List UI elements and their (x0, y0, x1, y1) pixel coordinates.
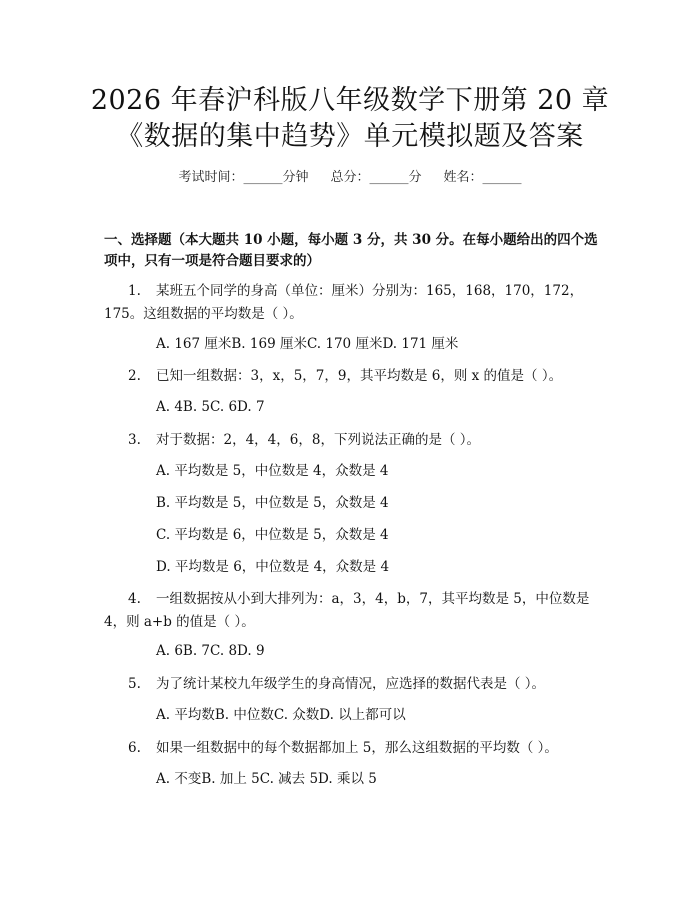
question-3-option-d: D. 平均数是 6，中位数是 4，众数是 4 (156, 559, 390, 575)
section-heading-line-2: 项中，只有一项是符合题目要求的） (104, 253, 320, 269)
option-a: A. 平均数 (156, 707, 215, 723)
option-d: D. 171 厘米 (382, 336, 459, 352)
question-1 (104, 280, 604, 303)
question-2 (104, 365, 604, 388)
option-c: C. 众数 (273, 707, 320, 723)
option-b: B. 7 (182, 643, 211, 659)
question-text: 某班五个同学的身高（单位：厘米）分别为：165，168，170，172， (156, 283, 584, 299)
option-d: D. 以上都可以 (319, 707, 406, 723)
question-number: 3. (128, 432, 141, 448)
document-title-line-2: 《数据的集中趋势》单元模拟题及答案 (116, 121, 584, 152)
question-1-continuation: 175。这组数据的平均数是（ ）。 (104, 306, 303, 322)
question-number: 1. (128, 283, 141, 299)
question-3-option-b: B. 平均数是 5，中位数是 5，众数是 4 (156, 495, 389, 511)
question-3-option-a: A. 平均数是 5，中位数是 4，众数是 4 (156, 463, 389, 479)
document-title-line-1: 2026 年春沪科版八年级数学下册第 20 章 (90, 85, 610, 116)
question-5 (104, 673, 604, 696)
option-a: A. 4 (156, 399, 183, 415)
section-heading-line-1: 一、选择题（本大题共 10 小题，每小题 3 分，共 30 分。在每小题给出的四个选 (104, 232, 598, 248)
question-6-options (156, 769, 377, 789)
total-score-field: 总分：______分 (330, 170, 422, 185)
option-c: C. 170 厘米 (306, 336, 383, 352)
question-text: 如果一组数据中的每个数据都加上 5，那么这组数据的平均数（ ）。 (156, 740, 558, 756)
question-text: 对于数据：2，4，4，6，8，下列说法正确的是（ ）。 (156, 432, 480, 448)
question-number: 5. (128, 676, 141, 692)
option-d: D. 乘以 5 (318, 771, 377, 787)
question-5-options (156, 705, 406, 725)
option-a: A. 不变 (156, 771, 202, 787)
option-c: C. 6 (210, 399, 238, 415)
option-a: A. 6 (156, 643, 183, 659)
option-b: B. 中位数 (214, 707, 274, 723)
option-a: A. 167 厘米 (156, 336, 232, 352)
question-text: 为了统计某校九年级学生的身高情况，应选择的数据代表是（ ）。 (156, 676, 546, 692)
question-6 (104, 737, 604, 760)
exam-time-field: 考试时间：______分钟 (178, 170, 309, 185)
question-number: 4. (128, 591, 141, 607)
question-1-options (156, 334, 458, 354)
question-2-options (156, 397, 265, 417)
option-c: C. 8 (210, 643, 238, 659)
question-number: 2. (128, 368, 141, 384)
option-d: D. 9 (237, 643, 265, 659)
question-4-options (156, 641, 265, 661)
option-b: B. 加上 5 (201, 771, 260, 787)
question-3-option-c: C. 平均数是 6，中位数是 5，众数是 4 (156, 527, 389, 543)
option-c: C. 减去 5 (259, 771, 319, 787)
option-b: B. 169 厘米 (231, 336, 307, 352)
exam-meta (0, 169, 700, 187)
option-b: B. 5 (182, 399, 211, 415)
question-text: 已知一组数据：3，x，5，7，9，其平均数是 6，则 x 的值是（ ）。 (156, 368, 563, 384)
question-3 (104, 429, 604, 452)
question-text: 一组数据按从小到大排列为：a，3，4，b，7，其平均数是 5，中位数是 (156, 591, 590, 607)
option-d: D. 7 (237, 399, 265, 415)
question-number: 6. (128, 740, 141, 756)
student-name-field: 姓名：______ (443, 170, 522, 185)
question-4-continuation: 4，则 a+b 的值是（ ）。 (104, 614, 255, 630)
question-4 (104, 588, 604, 611)
